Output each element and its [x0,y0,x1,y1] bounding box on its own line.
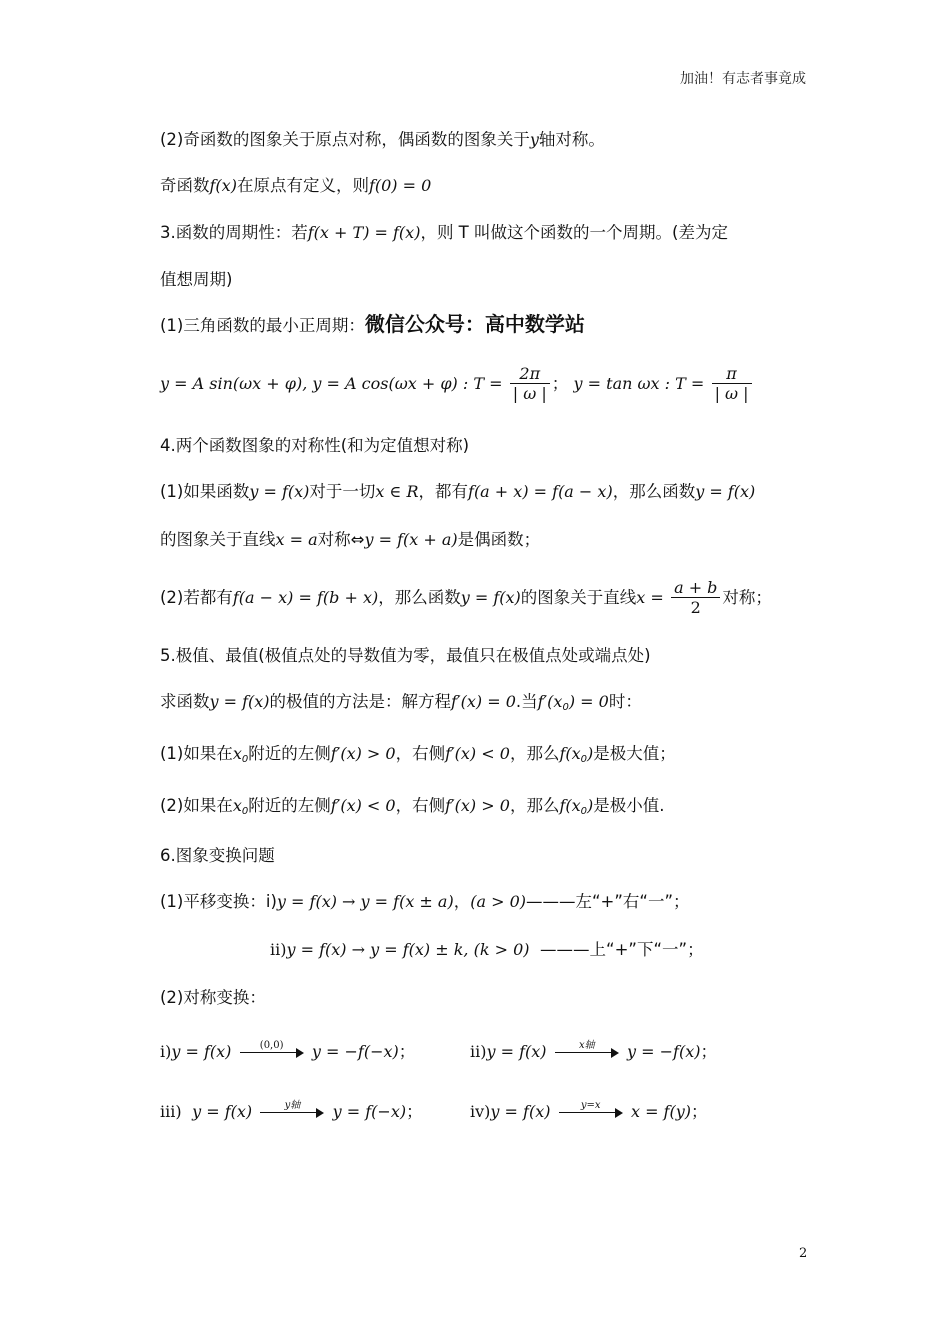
line-even-odd-symmetry: (2)奇函数的图象关于原点对称，偶函数的图象关于y轴对称。 [160,130,605,149]
line-periodicity: 3.函数的周期性：若f(x + T) = f(x)，则 T 叫做这个函数的一个周期。(差为定 [160,223,728,242]
arrow-y-axis: y轴 [260,1108,324,1118]
line-reflection-y-axis: iii) y = f(x) y轴 y = f(−x)； [160,1099,423,1121]
fraction-2pi-omega: $\frac{2\pi}{| \omega |}$ [510,365,550,404]
line-extrema-title: 5.极值、最值(极值点处的导数值为零，最值只在极值点处或端点处) [160,646,651,665]
line-reflection-y-equals-x: iv)y = f(x) y=x x = f(y)； [470,1099,708,1121]
line-symmetry-2: (2)若都有f(a − x) = f(b + x)，那么函数y = f(x)的图象关于直线x = $\frac{a + b}{2}$ 对称； [160,578,772,617]
line-trig-period-title: (1)三角函数的最小正周期：微信公众号：高中数学站 [160,312,585,336]
line-transform-title: 6.图象变换问题 [160,846,275,865]
line-odd-origin: 奇函数f(x)在原点有定义，则f(0) = 0 [160,176,432,195]
line-reflection-x-axis: ii)y = f(x) x轴 y = −f(x)； [470,1039,717,1061]
line-reflection-title: (2)对称变换： [160,988,266,1007]
line-extrema-method: 求函数y = f(x)的极值的方法是：解方程f′(x) = 0.当$f'(x_0) = 0$时： [160,692,642,713]
line-symmetry-1: (1)如果函数y = f(x)对于一切x ∈ R，都有f(a + x) = f(a − x)，那么函数y = f(x) [160,482,756,501]
line-reflection-origin: i)y = f(x) (0,0) y = −f(−x)； [160,1039,416,1061]
arrow-origin: (0,0) [240,1048,304,1058]
line-symmetry-title: 4.两个函数图象的对称性(和为定值想对称) [160,436,470,455]
arrow-y-equals-x: y=x [559,1108,623,1118]
line-local-max: (1)如果在$x_0$附近的左侧f′(x) > 0，右侧f′(x) < 0，那么$f(x_0)$是极大值； [160,744,676,765]
fraction-pi-omega: $\frac{\pi}{| \omega |}$ [712,365,752,404]
line-symmetry-1-cont: 的图象关于直线x = a对称⇔y = f(x + a)是偶函数； [160,530,541,549]
line-translation-2: ii)y = f(x) → y = f(x) ± k, (k > 0) ———上“+”下“一”； [270,940,704,959]
line-local-min: (2)如果在$x_0$附近的左侧f′(x) < 0，右侧f′(x) > 0，那么$f(x_0)$是极小值. [160,796,665,817]
line-trig-period-formula: y = A sin(ωx + φ), y = A cos(ωx + φ) : T = $\frac{2\pi}{| \omega |}$ ； y = tan ωx : T = $\frac{\pi}{| \omega |}$ [160,362,810,406]
page-number: 2 [799,1246,808,1261]
arrow-x-axis: x轴 [555,1048,619,1058]
line-periodicity-cont: 值想周期) [160,270,233,289]
header-motto: 加油！有志者事竟成 [680,71,806,87]
line-translation-1: (1)平移变换：i)y = f(x) → y = f(x ± a)，(a > 0)———左“+”右“一”； [160,892,690,911]
fraction-a-plus-b-over-2: $\frac{a + b}{2}$ [671,579,720,618]
